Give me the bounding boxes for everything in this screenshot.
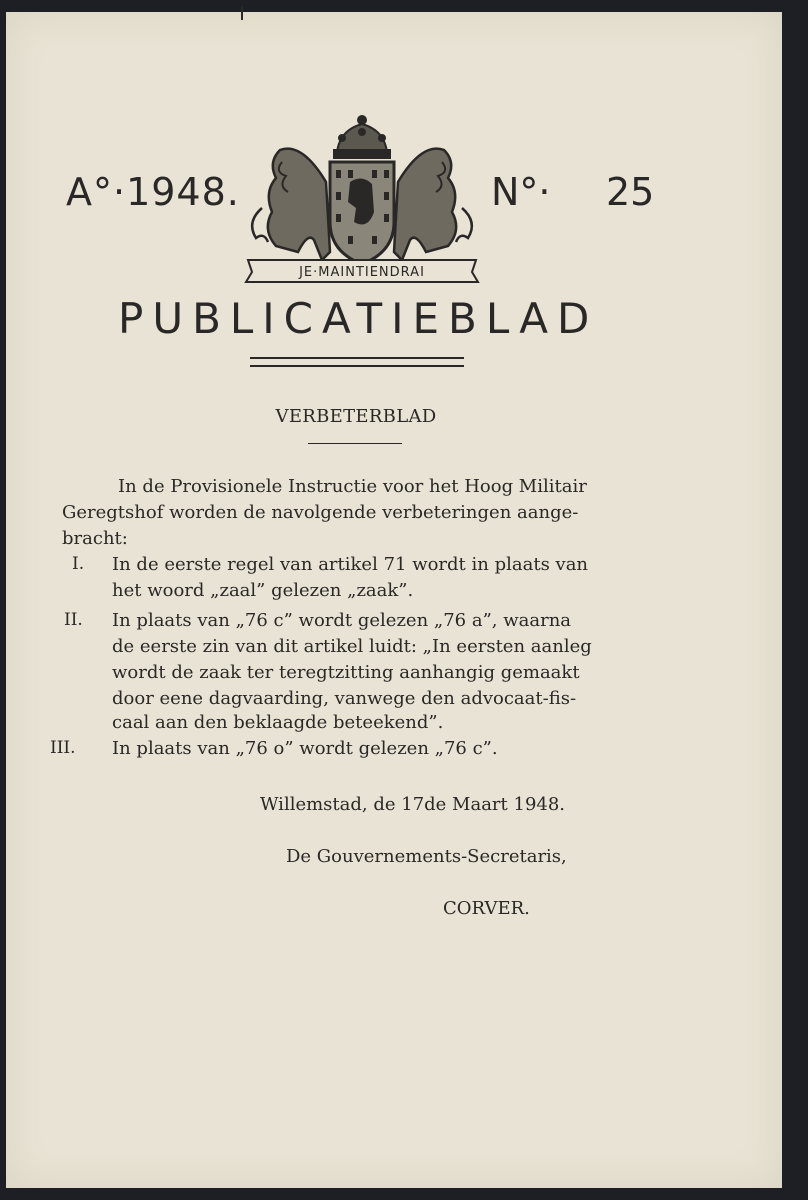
item-numeral-3: III. bbox=[50, 738, 76, 758]
document-page bbox=[6, 12, 782, 1188]
item-2-line-4: door eene dagvaarding, vanwege den advocaat-fis- bbox=[112, 688, 577, 709]
subtitle-divider bbox=[308, 443, 402, 444]
item-numeral-2: II. bbox=[64, 610, 83, 630]
item-1-line-2: het woord „zaal” gelezen „zaak”. bbox=[112, 580, 414, 601]
crest-motto: JE·MAINTIENDRAI bbox=[299, 265, 425, 280]
title-divider bbox=[250, 357, 464, 367]
item-2-line-2: de eerste zin van dit artikel luidt: „In eersten aanleg bbox=[112, 636, 592, 657]
intro-line-3: bracht: bbox=[62, 528, 128, 549]
signatory-role: De Gouvernements-Secretaris, bbox=[286, 846, 567, 867]
item-2-line-3: wordt de zaak ter teregtzitting aanhangig gemaakt bbox=[112, 662, 580, 683]
edge-mark bbox=[241, 6, 243, 20]
page-title: PUBLICATIEBLAD bbox=[118, 294, 599, 343]
item-2-line-1: In plaats van „76 c” wordt gelezen „76 a”, waarna bbox=[112, 610, 572, 631]
coat-of-arms-emblem bbox=[242, 112, 482, 287]
intro-line-2: Geregtshof worden de navolgende verbeteringen aange- bbox=[62, 502, 579, 523]
publication-number: 25 bbox=[606, 170, 655, 214]
year-label: A°·1948. bbox=[66, 170, 240, 214]
item-numeral-1: I. bbox=[72, 554, 85, 574]
number-label: N°· bbox=[491, 170, 551, 214]
background-edge bbox=[782, 10, 808, 1200]
place-date: Willemstad, de 17de Maart 1948. bbox=[260, 794, 566, 815]
signatory-name: CORVER. bbox=[443, 898, 530, 919]
item-1-line-1: In de eerste regel van artikel 71 wordt in plaats van bbox=[112, 554, 589, 575]
document-subtitle: VERBETERBLAD bbox=[275, 406, 437, 427]
intro-line-1: In de Provisionele Instructie voor het Hoog Militair bbox=[118, 476, 587, 497]
item-2-line-5: caal aan den beklaagde beteekend”. bbox=[112, 712, 444, 733]
item-3-line-1: In plaats van „76 o” wordt gelezen „76 c”. bbox=[112, 738, 498, 759]
